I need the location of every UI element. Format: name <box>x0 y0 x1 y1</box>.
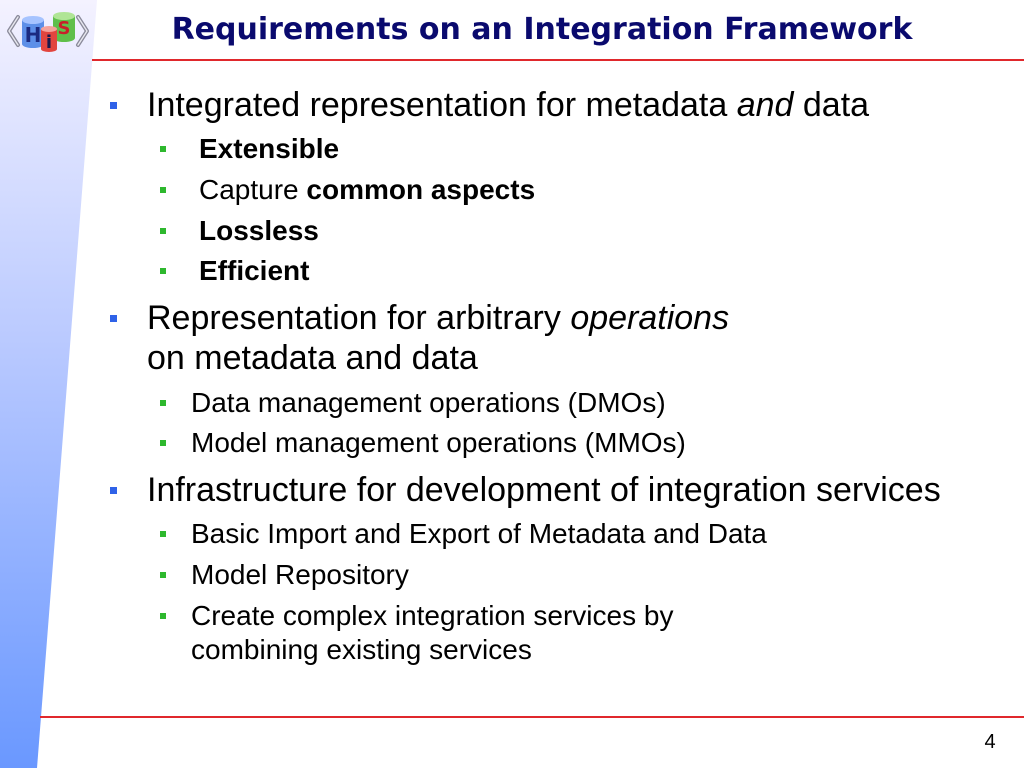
sub-bullet-item <box>191 599 673 667</box>
bullet-line <box>147 85 869 125</box>
his-logo <box>2 2 92 58</box>
bullet-item <box>147 470 941 510</box>
bullet-item <box>147 298 729 378</box>
database-icon <box>22 16 44 48</box>
chevron-left-icon <box>9 17 18 45</box>
sub-bullet-text: Model Repository <box>191 559 409 590</box>
bullet-square-icon <box>160 613 166 619</box>
logo-letter: i <box>45 32 53 53</box>
sub-bullet-item <box>199 173 535 207</box>
sub-bullet-text: Efficient <box>199 255 310 286</box>
bullet-square-icon <box>160 146 166 152</box>
bullet-square-icon <box>160 268 166 274</box>
sub-bullet-text: combining existing services <box>191 634 532 665</box>
sub-bullet-item <box>199 132 339 166</box>
sub-bullet-item <box>199 214 319 248</box>
page-number: 4 <box>984 731 996 753</box>
bullet-text-emphasis: and <box>736 86 794 124</box>
sub-bullet-text: Extensible <box>199 133 340 164</box>
bullet-square-icon <box>160 531 166 537</box>
bullet-text-emphasis: operations <box>570 299 730 337</box>
sub-bullet-text-emphasis: common aspects <box>306 174 536 205</box>
sub-bullet-text: Model management operations (MMOs) <box>191 427 686 458</box>
sub-bullet-text: Basic Import and Export of Metadata and Data <box>191 518 767 549</box>
bullet-square-icon <box>160 572 166 578</box>
title-divider <box>92 59 1024 61</box>
logo-letter: H <box>24 23 42 47</box>
slide-title: Requirements on an Integration Framework <box>171 12 913 47</box>
footer-divider <box>40 716 1024 718</box>
side-gradient-stripe <box>0 0 100 768</box>
sub-bullet-text: Capture <box>199 174 307 205</box>
bullet-square-icon <box>110 102 117 109</box>
bullet-text: data <box>793 86 870 124</box>
bullet-square-icon <box>160 187 166 193</box>
bullet-text: Representation for arbitrary <box>147 299 571 337</box>
bullet-square-icon <box>160 228 166 234</box>
sub-bullet-item <box>191 558 409 592</box>
sub-bullet-item <box>191 386 666 420</box>
sub-bullet-text: Create complex integration services by <box>191 600 674 631</box>
bullet-square-icon <box>110 487 117 494</box>
sub-bullet-item <box>199 254 309 288</box>
sub-bullet-item <box>191 517 767 551</box>
logo-letter: S <box>57 18 71 39</box>
bullet-text: on metadata and data <box>147 339 478 377</box>
bullet-text: Infrastructure for development of integration services <box>147 471 941 509</box>
bullet-square-icon <box>160 400 166 406</box>
bullet-text: Integrated representation for metadata <box>147 86 737 124</box>
sub-bullet-item <box>191 426 686 460</box>
bullet-square-icon <box>160 440 166 446</box>
chevron-right-icon <box>78 17 87 45</box>
bullet-item <box>147 85 869 125</box>
database-icon <box>41 26 57 53</box>
sub-bullet-text: Data management operations (DMOs) <box>191 387 666 418</box>
sub-bullet-text: Lossless <box>199 215 319 246</box>
bullet-square-icon <box>110 315 117 322</box>
